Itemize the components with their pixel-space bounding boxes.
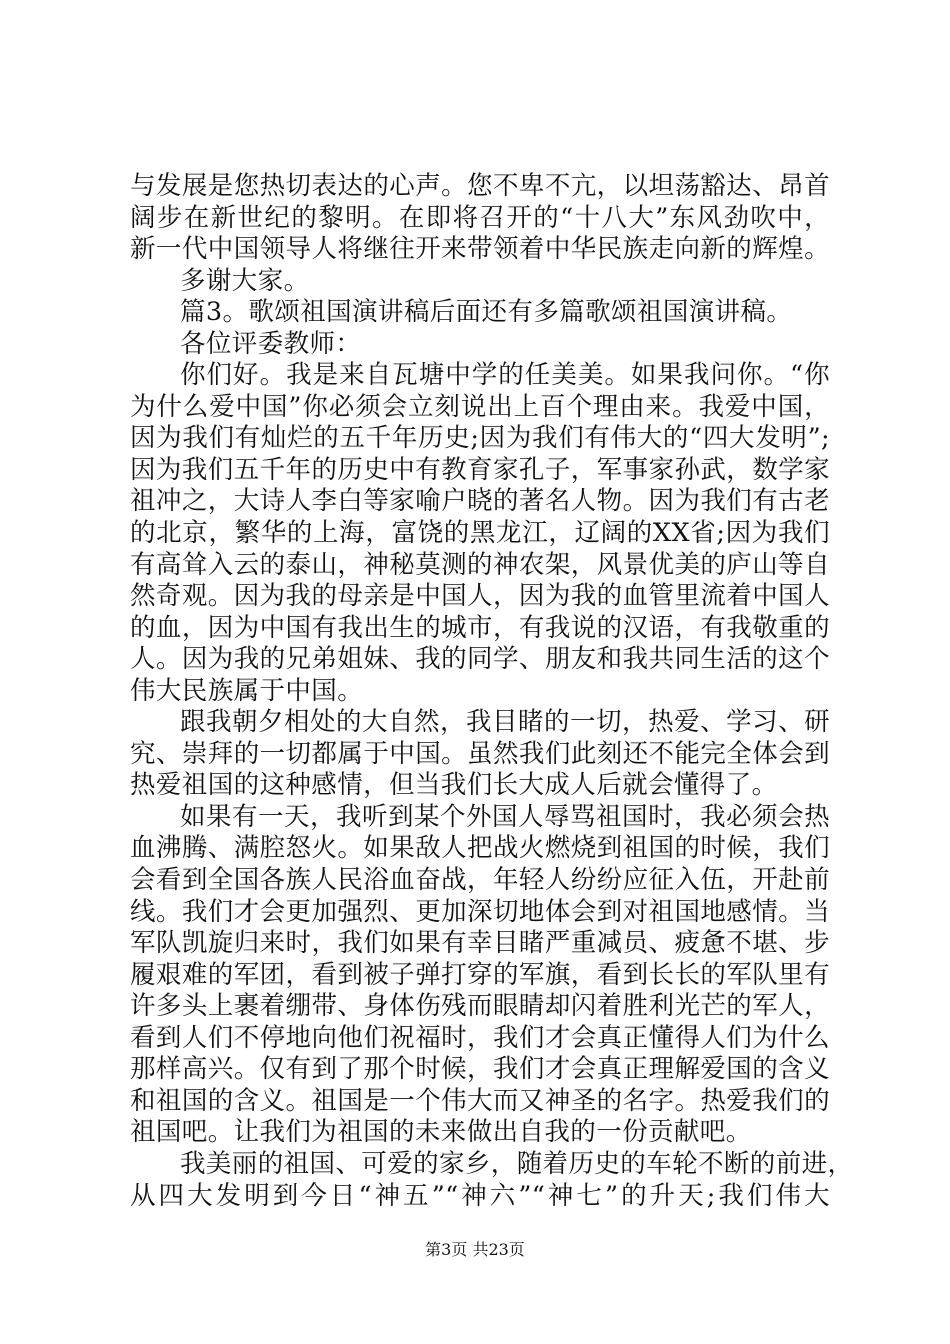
- text-line: 阔步在新世纪的黎明。在即将召开的“十八大”东风劲吹中，: [130, 202, 830, 233]
- text-line: 与发展是您热切表达的心声。您不卑不亢，以坦荡豁达、昂首: [130, 171, 830, 201]
- text-line: 和祖国的含义。祖国是一个伟大而又神圣的名字。热爱我们的: [130, 1085, 830, 1116]
- body-text: [130, 171, 854, 1212]
- text-line: 履艰难的军团，看到被子弹打穿的军旗，看到长长的军队里有: [130, 959, 830, 990]
- text-line: 看到人们不停地向他们祝福时，我们才会真正懂得人们为什么: [130, 1022, 830, 1053]
- text-line: 军队凯旋归来时，我们如果有幸目睹严重减员、疲惫不堪、步: [130, 928, 830, 959]
- text-line: 究、崇拜的一切都属于中国。虽然我们此刻还不能完全体会到: [130, 738, 830, 769]
- text-line: 热爱祖国的这种感情，但当我们长大成人后就会懂得了。: [130, 770, 778, 801]
- text-line: 人。因为我的兄弟姐妹、我的同学、朋友和我共同生活的这个: [130, 644, 830, 675]
- text-line: 那样高兴。仅有到了那个时候，我们才会真正理解爱国的含义: [130, 1054, 830, 1085]
- text-line: 多谢大家。: [180, 265, 310, 296]
- text-line: 各位评委教师：: [180, 328, 362, 359]
- text-line: 有高耸入云的泰山，神秘莫测的神农架，风景优美的庐山等自: [130, 549, 830, 580]
- text-line: 为什么爱中国”你必须会立刻说出上百个理由来。我爱中国，: [130, 391, 830, 422]
- text-line: 线。我们才会更加强烈、更加深切地体会到对祖国地感情。当: [130, 896, 830, 927]
- text-line: 的北京，繁华的上海，富饶的黑龙江，辽阔的XX省;因为我们: [130, 518, 830, 549]
- text-line: 祖国吧。让我们为祖国的未来做出自我的一份贡献吧。: [130, 1117, 752, 1148]
- text-line: 许多头上裹着绷带、身体伤残而眼睛却闪着胜利光芒的军人，: [130, 991, 830, 1022]
- text-line: 然奇观。因为我的母亲是中国人，因为我的血管里流着中国人: [130, 581, 830, 612]
- page-footer: [0, 1238, 950, 1262]
- text-line: 从四大发明到今日“神五”“神六”“神七”的升天;我们伟大: [130, 1180, 830, 1211]
- text-line: 因为我们有灿烂的五千年历史;因为我们有伟大的“四大发明”;: [130, 423, 830, 454]
- text-line: 你们好。我是来自瓦塘中学的任美美。如果我问你。“你: [180, 360, 830, 391]
- text-line: 祖冲之，大诗人李白等家喻户晓的著名人物。因为我们有古老: [130, 486, 830, 517]
- text-line: 的血，因为中国有我出生的城市，有我说的汉语，有我敬重的: [130, 612, 830, 643]
- text-line: 篇3。歌颂祖国演讲稿后面还有多篇歌颂祖国演讲稿。: [180, 297, 793, 328]
- text-line: 我美丽的祖国、可爱的家乡，随着历史的车轮不断的前进，: [180, 1148, 854, 1179]
- text-line: 血沸腾、满腔怒火。如果敌人把战火燃烧到祖国的时候，我们: [130, 833, 830, 864]
- page-number: 第3页 共23页: [425, 1240, 525, 1259]
- text-line: 因为我们五千年的历史中有教育家孔子，军事家孙武，数学家: [130, 454, 830, 485]
- text-line: 如果有一天，我听到某个外国人辱骂祖国时，我必须会热: [180, 801, 830, 832]
- text-line: 会看到全国各族人民浴血奋战，年轻人纷纷应征入伍，开赴前: [130, 865, 830, 896]
- text-line: 跟我朝夕相处的大自然，我目睹的一切，热爱、学习、研: [180, 707, 830, 738]
- text-line: 新一代中国领导人将继往开来带领着中华民族走向新的辉煌。: [130, 234, 830, 265]
- text-line: 伟大民族属于中国。: [130, 675, 364, 706]
